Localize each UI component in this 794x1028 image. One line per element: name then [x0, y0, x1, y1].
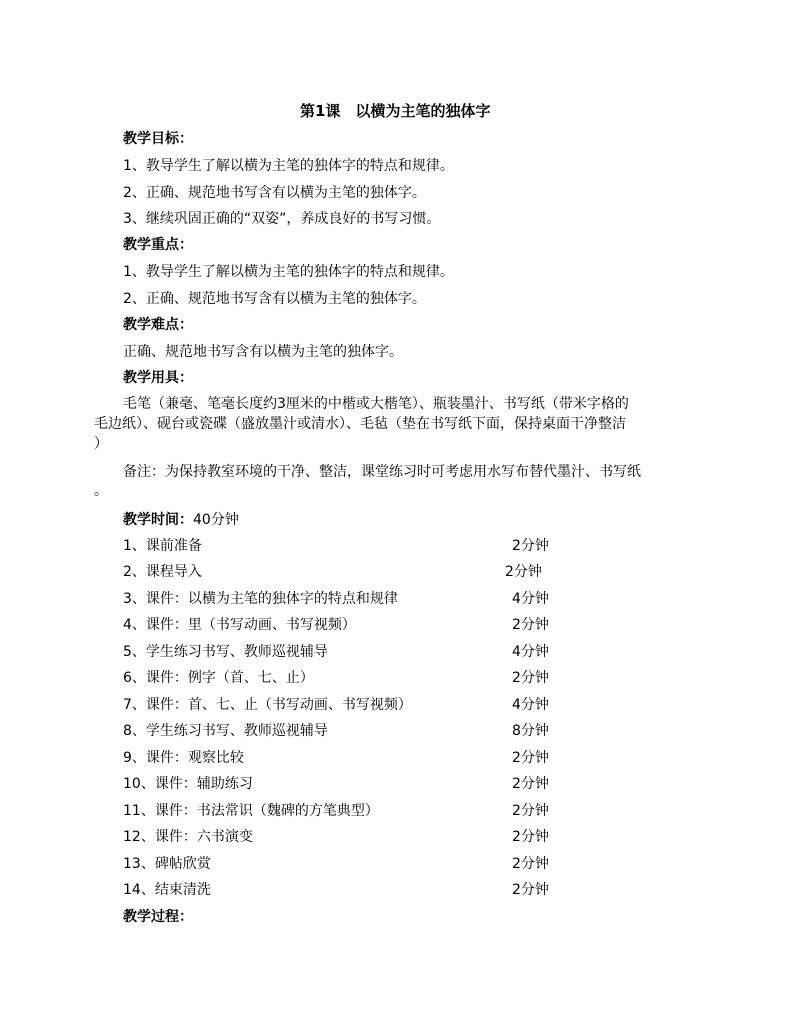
- schedule-item-duration: 4分钟: [512, 591, 549, 607]
- tools-note-line-2: 。: [94, 483, 108, 499]
- schedule-heading: 教学时间：: [123, 512, 193, 528]
- schedule-item-label: 5、学生练习书写、教师巡视辅导: [123, 644, 328, 660]
- key-point-item-2: 2、正确、规范地书写含有以横为主笔的独体字。: [123, 291, 426, 307]
- difficulties-heading: 教学难点：: [123, 317, 193, 333]
- schedule-item-label: 13、碑帖欣赏: [123, 856, 211, 872]
- schedule-item-duration: 4分钟: [512, 697, 549, 713]
- schedule-item-label: 2、课程导入: [123, 564, 202, 580]
- process-heading: 教学过程：: [123, 909, 193, 925]
- tools-note-line-1: 备注：为保持教室环境的干净、整洁，课堂练习时可考虑用水写布替代墨汁、书写纸: [123, 464, 641, 480]
- schedule-item-label: 9、课件：观察比较: [123, 750, 244, 766]
- schedule-item-label: 4、课件：里（书写动画、书写视频）: [123, 617, 356, 633]
- schedule-item-duration: 8分钟: [512, 723, 549, 739]
- schedule-item-label: 8、学生练习书写、教师巡视辅导: [123, 723, 328, 739]
- schedule-total: 40分钟: [193, 512, 239, 528]
- schedule-item-duration: 2分钟: [512, 750, 549, 766]
- schedule-item-label: 10、课件：辅助练习: [123, 776, 253, 792]
- goal-item-2: 2、正确、规范地书写含有以横为主笔的独体字。: [123, 185, 426, 201]
- schedule-item-duration: 2分钟: [512, 776, 549, 792]
- schedule-item-label: 14、结束清洗: [123, 882, 211, 898]
- key-points-heading: 教学重点：: [123, 237, 193, 253]
- schedule-item-label: 6、课件：例字（首、七、止）: [123, 670, 314, 686]
- schedule-item-duration: 2分钟: [512, 856, 549, 872]
- goal-item-3: 3、继续巩固正确的“双姿”，养成良好的书写习惯。: [123, 211, 441, 227]
- schedule-item-label: 1、课前准备: [123, 538, 202, 554]
- schedule-item-label: 11、课件：书法常识（魏碑的方笔典型）: [123, 803, 379, 819]
- schedule-item-label: 3、课件：以横为主笔的独体字的特点和规律: [123, 591, 398, 607]
- lesson-title: 第1课 以横为主笔的独体字: [300, 102, 491, 120]
- goals-heading: 教学目标：: [123, 131, 193, 147]
- tools-heading: 教学用具：: [123, 370, 193, 386]
- schedule-item-label: 12、课件：六书演变: [123, 829, 253, 845]
- schedule-item-duration: 2分钟: [512, 882, 549, 898]
- schedule-item-duration: 2分钟: [512, 617, 549, 633]
- schedule-item-duration: 2分钟: [512, 803, 549, 819]
- key-point-item-1: 1、教导学生了解以横为主笔的独体字的特点和规律。: [123, 264, 454, 280]
- schedule-item-duration: 2分钟: [512, 829, 549, 845]
- tools-line-3: ）: [94, 436, 108, 452]
- schedule-item-duration: 2分钟: [505, 564, 542, 580]
- tools-line-2: 毛边纸）、砚台或瓷碟（盛放墨汁或清水）、毛毡（垫在书写纸下面，保持桌面干净整洁: [94, 416, 626, 432]
- schedule-item-duration: 4分钟: [512, 644, 549, 660]
- schedule-header: [123, 511, 239, 529]
- schedule-item-duration: 2分钟: [512, 538, 549, 554]
- schedule-item-duration: 2分钟: [512, 670, 549, 686]
- schedule-item-label: 7、课件：首、七、止（书写动画、书写视频）: [123, 697, 412, 713]
- tools-line-1: 毛笔（兼毫、笔毫长度约3厘米的中楷或大楷笔）、瓶装墨汁、书写纸（带米字格的: [123, 396, 629, 412]
- difficulties-text: 正确、规范地书写含有以横为主笔的独体字。: [123, 344, 403, 360]
- goal-item-1: 1、教导学生了解以横为主笔的独体字的特点和规律。: [123, 158, 454, 174]
